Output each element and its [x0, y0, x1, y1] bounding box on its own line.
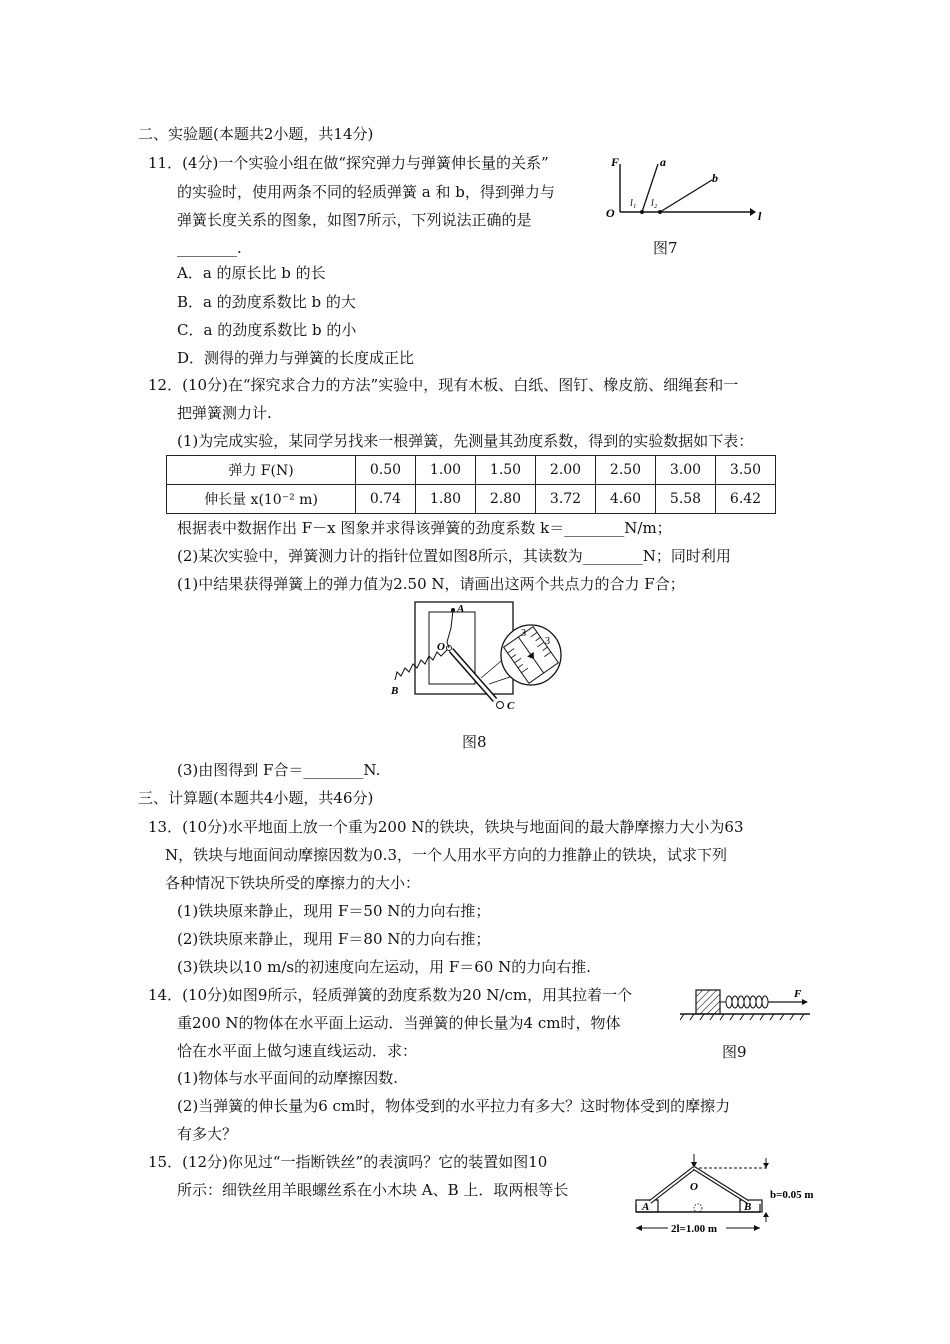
table-cell: 1.50	[476, 456, 536, 485]
table-cell: 0.50	[356, 456, 416, 485]
table-header-extension: 伸长量 x(10⁻² m)	[167, 485, 356, 514]
figure-7-caption: 图7	[653, 239, 678, 257]
table-cell: 4.60	[596, 485, 656, 514]
table-cell: 3.50	[716, 456, 776, 485]
q12-part-2b: (1)中结果获得弹簧上的弹力值为2.50 N，请画出这两个共点力的合力 F合；	[177, 575, 685, 593]
fig10-label-height: b=0.05 m	[770, 1189, 814, 1201]
q14-part-2-cont: 有多大？	[177, 1125, 238, 1143]
q12-line-1: 12．(10分)在“探究求合力的方法”实验中，现有木板、白纸、图钉、橡皮筋、细绳套和一	[148, 376, 739, 394]
figure-10-diagram	[628, 1152, 828, 1240]
fig8-label-b: B	[391, 685, 399, 697]
q14-line-1: 14．(10分)如图9所示，轻质弹簧的劲度系数为20 N/cm，用其拉着一个	[148, 986, 633, 1004]
fig8-label-a: A	[457, 603, 465, 615]
fig7-label-b: b	[712, 171, 718, 185]
q14-line-3: 恰在水平面上做匀速直线运动．求：	[177, 1042, 418, 1060]
q15-line-1: 15．(12分)你见过“一指断铁丝”的表演吗？它的装置如图10	[148, 1153, 548, 1171]
fig8-label-c: C	[507, 700, 515, 712]
q15-line-2: 所示：细铁丝用羊眼螺丝系在小木块 A、B 上．取两根等长	[177, 1181, 569, 1199]
figure-8-diagram	[385, 598, 575, 718]
figure-9-diagram	[680, 984, 815, 1026]
q11-option-b: B．a 的劲度系数比 b 的大	[177, 293, 356, 311]
table-cell: 3.72	[536, 485, 596, 514]
table-cell: 3.00	[656, 456, 716, 485]
section-heading-experiment: 二、实验题(本题共2小题，共14分)	[138, 125, 374, 143]
fig7-label-f: F	[611, 155, 620, 169]
fig10-label-a: A	[642, 1201, 650, 1213]
q14-line-2: 重200 N的物体在水平面上运动．当弹簧的伸长量为4 cm时，物体	[177, 1014, 621, 1032]
q13-part-2: (2)铁块原来静止，现用 F＝80 N的力向右推；	[177, 930, 491, 948]
q13-part-1: (1)铁块原来静止，现用 F＝50 N的力向右推；	[177, 902, 491, 920]
q14-part-2: (2)当弹簧的伸长量为6 cm时，物体受到的水平拉力有多大？这时物体受到的摩擦力	[177, 1097, 731, 1115]
table-cell: 2.00	[536, 456, 596, 485]
fig7-label-o: O	[606, 206, 615, 220]
q14-part-1: (1)物体与水平面间的动摩擦因数.	[177, 1069, 399, 1087]
figure-8-caption: 图8	[462, 733, 487, 751]
fig8-scale-3-left: 3	[521, 628, 526, 639]
fig7-label-l1: l₁	[630, 198, 637, 209]
figure-9-caption: 图9	[722, 1043, 747, 1061]
spring-data-table	[166, 455, 776, 514]
table-cell: 2.50	[596, 456, 656, 485]
q12-part-1: (1)为完成实验，某同学另找来一根弹簧，先测量其劲度系数，得到的实验数据如下表：	[177, 432, 754, 450]
q12-after-table: 根据表中数据作出 F－x 图象并求得该弹簧的劲度系数 k＝________N/m；	[177, 519, 672, 537]
q11-option-d: D．测得的弹力与弹簧的长度成正比	[177, 349, 415, 367]
q13-part-3: (3)铁块以10 m/s的初速度向左运动，用 F＝60 N的力向右推.	[177, 958, 592, 976]
table-row-force	[167, 456, 776, 485]
q12-part-3: (3)由图得到 F合＝________N.	[177, 761, 381, 779]
q11-option-c: C．a 的劲度系数比 b 的小	[177, 321, 357, 339]
table-cell: 2.80	[476, 485, 536, 514]
q11-line-3: 弹簧长度关系的图象，如图7所示，下列说法正确的是	[177, 211, 532, 229]
q11-line-2: 的实验时，使用两条不同的轻质弹簧 a 和 b，得到弹力与	[177, 183, 555, 201]
section-heading-calculation: 三、计算题(本题共4小题，共46分)	[138, 789, 374, 807]
table-cell: 6.42	[716, 485, 776, 514]
q12-line-2: 把弹簧测力计.	[177, 404, 272, 422]
q13-line-2: N，铁块与地面间动摩擦因数为0.3，一个人用水平方向的力推静止的铁块，试求下列	[165, 846, 727, 864]
fig8-label-o: O	[437, 641, 445, 653]
q11-option-a: A．a 的原长比 b 的长	[177, 264, 326, 282]
table-cell: 5.58	[656, 485, 716, 514]
table-cell: 1.80	[416, 485, 476, 514]
fig8-scale-3-right: 3	[545, 636, 550, 647]
q12-part-2a: (2)某次实验中，弹簧测力计的指针位置如图8所示，其读数为________N；同时利用	[177, 547, 731, 565]
fig10-label-b: B	[744, 1201, 752, 1213]
fig7-label-a: a	[660, 155, 666, 169]
q13-line-1: 13．(10分)水平地面上放一个重为200 N的铁块，铁块与地面间的最大静摩擦力大小为63	[148, 818, 744, 836]
table-row-extension	[167, 485, 776, 514]
table-cell: 1.00	[416, 456, 476, 485]
figure-7-graph	[600, 150, 770, 225]
q11-line-4: ________.	[177, 239, 242, 257]
fig7-label-l: l	[758, 209, 762, 223]
q11-line-1: 11．(4分)一个实验小组在做“探究弹力与弹簧伸长量的关系”	[148, 154, 549, 172]
fig10-label-length: 2l=1.00 m	[671, 1223, 717, 1235]
table-header-force: 弹力 F(N)	[167, 456, 356, 485]
fig9-label-f: F	[794, 988, 802, 1000]
fig10-label-o: O	[690, 1181, 698, 1193]
table-cell: 0.74	[356, 485, 416, 514]
q13-line-3: 各种情况下铁块所受的摩擦力的大小：	[165, 874, 421, 892]
fig7-label-l2: l₂	[651, 198, 658, 209]
